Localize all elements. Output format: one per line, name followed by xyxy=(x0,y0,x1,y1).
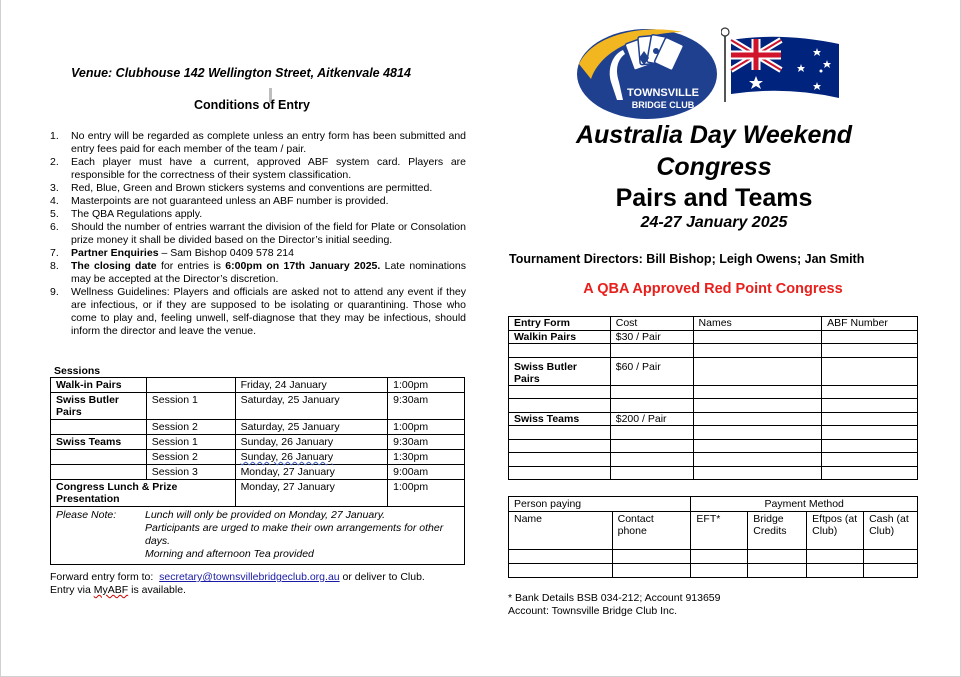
abf-number-cell[interactable] xyxy=(822,412,918,426)
table-row xyxy=(51,435,465,450)
condition-text: – Sam Bishop 0409 578 214 xyxy=(158,247,294,259)
table-row xyxy=(509,466,918,480)
abf-number-cell[interactable] xyxy=(822,453,918,467)
note-lines xyxy=(145,509,459,561)
table-row xyxy=(509,426,918,440)
entry-via-suffix: is available. xyxy=(128,584,186,596)
names-cell[interactable] xyxy=(693,399,822,413)
flag-pole-top xyxy=(721,28,729,36)
condition-item xyxy=(50,156,466,182)
bridge-credits-header: Bridge Credits xyxy=(748,512,807,550)
condition-text: Late nominations may be accepted at the Director’s discretion. xyxy=(71,260,466,285)
abf-number-cell[interactable] xyxy=(822,426,918,440)
conditions-list xyxy=(50,130,466,338)
condition-text: Should the number of entries warrant the division of the field for Plate or Consolation prize money it shall be divided based on the Director’s initial seeding. xyxy=(71,221,466,246)
abf-number-cell[interactable] xyxy=(822,385,918,399)
payment-method-header: Payment Method xyxy=(691,497,918,512)
date-cell: Saturday, 25 January xyxy=(235,393,388,420)
sessions-table xyxy=(50,377,465,565)
abf-number-cell[interactable] xyxy=(822,399,918,413)
forward-line-1 xyxy=(50,571,425,584)
date-cell: Saturday, 25 January xyxy=(235,420,388,435)
event-cell xyxy=(51,420,147,435)
time-cell: 9:30am xyxy=(388,435,465,450)
sessions-label: Sessions xyxy=(54,365,101,377)
eft-checkbox-cell[interactable] xyxy=(691,564,748,578)
condition-bold-text: Partner Enquiries xyxy=(71,247,159,259)
condition-text: Masterpoints are not guaranteed unless an ABF number is provided. xyxy=(71,195,389,207)
names-cell[interactable] xyxy=(693,344,822,358)
event-cell: Swiss Teams xyxy=(509,412,611,426)
session-cell: Session 1 xyxy=(146,435,235,450)
table-header-row xyxy=(509,317,918,331)
table-row xyxy=(51,378,465,393)
club-logo xyxy=(573,24,719,122)
header-cell: Entry Form xyxy=(509,317,611,331)
event-dates: 24-27 January 2025 xyxy=(640,214,788,231)
condition-text: Each player must have a current, approved ABF system card. Players are responsible for the correctness of their system classification. xyxy=(71,156,466,181)
eftpos-header: Eftpos (at Club) xyxy=(807,512,864,550)
forward-line-2 xyxy=(50,584,425,597)
myabf-text: MyABF xyxy=(93,584,129,596)
forward-prefix: Forward entry form to: xyxy=(50,571,160,583)
bank-details-line-1: * Bank Details BSB 034-212; Account 913659 xyxy=(508,592,721,604)
condition-number: 4. xyxy=(50,195,59,207)
condition-number: 1. xyxy=(50,130,59,142)
condition-text: The QBA Regulations apply. xyxy=(71,208,203,220)
cash-checkbox-cell[interactable] xyxy=(864,564,918,578)
condition-text: No entry will be regarded as complete unless an entry form has been submitted and entry fees paid for each member of the team / pair. xyxy=(71,130,466,155)
condition-item xyxy=(50,208,466,221)
table-header-row xyxy=(509,512,918,550)
contact-phone-header: Contact phone xyxy=(612,512,691,550)
heading-line-1: Australia Day Weekend xyxy=(575,121,853,149)
event-cell: Walkin Pairs xyxy=(509,330,611,344)
eftpos-checkbox-cell[interactable] xyxy=(807,550,864,564)
event-cell xyxy=(51,450,147,465)
session-cell: Session 1 xyxy=(146,393,235,420)
time-cell: 1:00pm xyxy=(388,420,465,435)
condition-text: Red, Blue, Green and Brown stickers systems and conventions are permitted. xyxy=(71,182,433,194)
table-row xyxy=(509,550,918,564)
note-line: Participants are urged to make their own arrangements for other days. xyxy=(145,522,444,547)
names-cell[interactable] xyxy=(693,357,822,385)
abf-number-cell[interactable] xyxy=(822,344,918,358)
bank-details xyxy=(508,592,720,618)
time-cell: 1:30pm xyxy=(388,450,465,465)
condition-item xyxy=(50,130,466,156)
condition-item xyxy=(50,260,466,286)
condition-item xyxy=(50,286,466,338)
conditions-title: Conditions of Entry xyxy=(194,98,310,112)
event-cell: Swiss Butler Pairs xyxy=(509,357,611,385)
logo-text-line2: BRIDGE CLUB xyxy=(631,100,695,110)
flag-pole xyxy=(724,34,726,102)
condition-item xyxy=(50,182,466,195)
person-paying-header: Person paying xyxy=(509,497,691,512)
eft-checkbox-cell[interactable] xyxy=(691,550,748,564)
table-row xyxy=(509,344,918,358)
table-row xyxy=(509,357,918,385)
table-row xyxy=(509,399,918,413)
abf-number-cell[interactable] xyxy=(822,439,918,453)
event-cell xyxy=(51,465,147,480)
note-cell xyxy=(51,507,465,565)
table-row xyxy=(51,393,465,420)
names-cell[interactable] xyxy=(693,385,822,399)
names-cell[interactable] xyxy=(693,412,822,426)
name-input-cell[interactable] xyxy=(509,564,613,578)
date-cell: Sunday, 26 January xyxy=(235,435,388,450)
logo-text-line1: TOWNSVILLE xyxy=(627,87,699,99)
table-row xyxy=(509,330,918,344)
bank-details-line-2: Account: Townsville Bridge Club Inc. xyxy=(508,605,678,617)
cash-checkbox-cell[interactable] xyxy=(864,550,918,564)
abf-number-cell[interactable] xyxy=(822,330,918,344)
table-row xyxy=(509,412,918,426)
names-cell[interactable] xyxy=(693,466,822,480)
names-cell[interactable] xyxy=(693,439,822,453)
condition-text: for entries is xyxy=(156,260,226,272)
entry-form-table xyxy=(508,316,918,480)
names-cell[interactable] xyxy=(693,426,822,440)
time-cell: 9:00am xyxy=(388,465,465,480)
australian-flag-icon xyxy=(721,26,845,102)
event-cell: Swiss Butler Pairs xyxy=(51,393,147,420)
note-label: Please Note: xyxy=(56,509,117,521)
condition-number: 2. xyxy=(50,156,59,168)
name-column-header: Name xyxy=(509,512,613,550)
heading-line-2: Congress xyxy=(656,153,772,181)
phone-input-cell[interactable] xyxy=(612,564,691,578)
condition-number: 3. xyxy=(50,182,59,194)
note-row xyxy=(51,507,465,565)
qba-congress-banner: A QBA Approved Red Point Congress xyxy=(583,281,843,297)
condition-number: 6. xyxy=(50,221,59,233)
flag-field xyxy=(731,37,839,98)
table-row xyxy=(51,450,465,465)
entry-via-prefix: Entry via xyxy=(50,584,94,596)
event-cell: Swiss Teams xyxy=(51,435,147,450)
table-row xyxy=(51,480,465,507)
union-jack xyxy=(731,39,781,70)
time-cell: 1:00pm xyxy=(388,378,465,393)
cost-cell: $60 / Pair xyxy=(610,357,693,385)
forward-entry-text xyxy=(50,571,425,597)
session-cell: Session 2 xyxy=(146,450,235,465)
table-row xyxy=(509,385,918,399)
session-cell: Session 3 xyxy=(146,465,235,480)
time-cell: 9:30am xyxy=(388,393,465,420)
condition-number: 5. xyxy=(50,208,59,220)
cost-cell: $30 / Pair xyxy=(610,330,693,344)
venue-line: Venue: Clubhouse 142 Wellington Street, Aitkenvale 4814 xyxy=(71,66,411,80)
eftpos-checkbox-cell[interactable] xyxy=(807,564,864,578)
email-link[interactable]: secretary@townsvillebridgeclub.org.au xyxy=(159,571,340,583)
name-input-cell[interactable] xyxy=(509,550,613,564)
session-cell xyxy=(146,378,235,393)
date-cell: Friday, 24 January xyxy=(235,378,388,393)
note-line: Morning and afternoon Tea provided xyxy=(145,548,314,560)
bridge-credits-checkbox-cell[interactable] xyxy=(748,564,807,578)
condition-bold-text: The closing date xyxy=(71,260,157,272)
names-cell[interactable] xyxy=(693,330,822,344)
tournament-directors: Tournament Directors: Bill Bishop; Leigh Owens; Jan Smith xyxy=(509,252,865,266)
table-row xyxy=(51,420,465,435)
table-row xyxy=(509,564,918,578)
date-cell: Sunday, 26 January xyxy=(235,450,388,465)
closing-date-text: 6:00pm on 17th January 2025. xyxy=(225,260,381,272)
abf-number-cell[interactable] xyxy=(822,357,918,385)
condition-item xyxy=(50,247,466,260)
header-cell: Names xyxy=(693,317,822,331)
header-cell: Cost xyxy=(610,317,693,331)
table-header-row xyxy=(509,497,918,512)
payment-table xyxy=(508,496,918,578)
phone-input-cell[interactable] xyxy=(612,550,691,564)
forward-suffix: or deliver to Club. xyxy=(339,571,425,583)
note-line: Lunch will only be provided on Monday, 27 January. xyxy=(145,509,386,521)
names-cell[interactable] xyxy=(693,453,822,467)
note-block xyxy=(56,509,459,561)
table-row xyxy=(51,465,465,480)
date-cell: Monday, 27 January xyxy=(235,465,388,480)
abf-number-cell[interactable] xyxy=(822,466,918,480)
header-cell: ABF Number xyxy=(822,317,918,331)
table-row xyxy=(509,439,918,453)
condition-number: 7. xyxy=(50,247,59,259)
condition-item xyxy=(50,221,466,247)
bridge-credits-checkbox-cell[interactable] xyxy=(748,550,807,564)
condition-number: 9. xyxy=(50,286,59,298)
cost-cell: $200 / Pair xyxy=(610,412,693,426)
table-row xyxy=(509,453,918,467)
cash-header: Cash (at Club) xyxy=(864,512,918,550)
eft-header: EFT* xyxy=(691,512,748,550)
session-cell: Session 2 xyxy=(146,420,235,435)
condition-text: Wellness Guidelines: Players and officials are asked not to attend any event if they are infectious, or if they are supposed to be isolating or quarantining. Those who come to play and, feeling unwell, self-diagnose that they may be infectious, should inform the director and leave the venue. xyxy=(71,286,466,337)
condition-item xyxy=(50,195,466,208)
event-cell: Walk-in Pairs xyxy=(51,378,147,393)
event-cell: Congress Lunch & Prize Presentation xyxy=(51,480,236,507)
date-cell: Monday, 27 January xyxy=(235,480,388,507)
condition-number: 8. xyxy=(50,260,59,272)
heading-line-3: Pairs and Teams xyxy=(615,184,813,212)
time-cell: 1:00pm xyxy=(388,480,465,507)
